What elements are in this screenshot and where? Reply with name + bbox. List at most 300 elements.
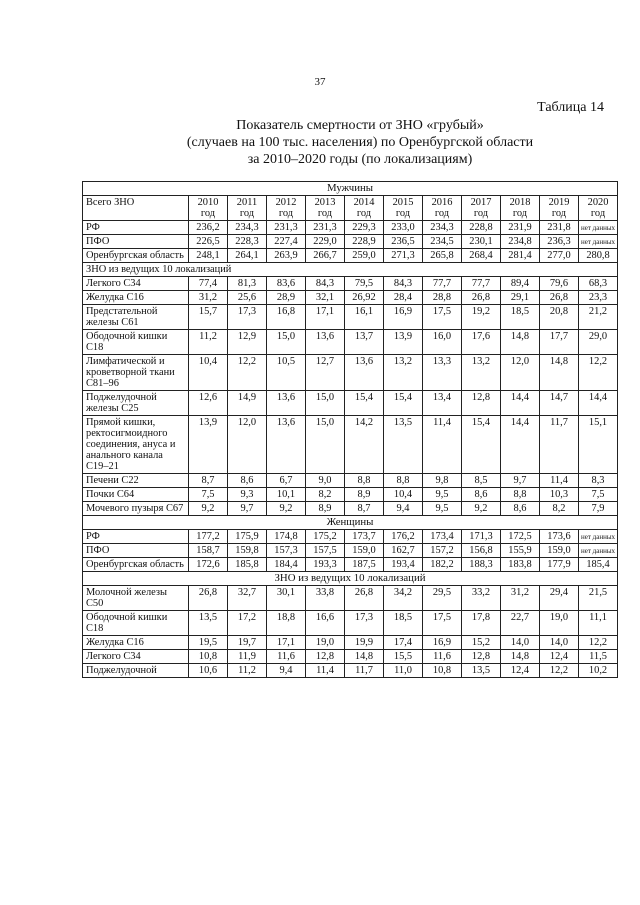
table-cell [501, 235, 540, 249]
table-cell [462, 355, 501, 391]
cell-value: 11,4 [316, 665, 334, 676]
table-cell [267, 291, 306, 305]
title-line: (случаев на 100 тыс. населения) по Оренбургской области [186, 135, 534, 150]
cell-value: 157,2 [430, 545, 454, 556]
table-row [83, 488, 618, 502]
cell-value: 19,5 [198, 637, 218, 648]
table-cell [579, 502, 618, 516]
cell-value: 176,2 [391, 531, 415, 542]
cell-value: 14,8 [510, 651, 530, 662]
table-cell [267, 544, 306, 558]
cell-value: 23,3 [588, 292, 608, 303]
cell-value: 14,8 [549, 356, 569, 367]
table-cell [345, 305, 384, 330]
table-cell [423, 558, 462, 572]
cell-value: 236,2 [196, 222, 220, 233]
table-row [83, 391, 618, 416]
table-title [90, 117, 630, 168]
table-cell [228, 544, 267, 558]
year-word: год [278, 208, 294, 219]
table-cell [423, 291, 462, 305]
year-word: год [200, 208, 216, 219]
table-cell [189, 544, 228, 558]
table-cell [462, 277, 501, 291]
table-cell [540, 391, 579, 416]
table-cell [306, 235, 345, 249]
cell-value: 16,9 [393, 306, 413, 317]
cell-value: 177,9 [547, 559, 571, 570]
cell-value: 12,2 [588, 637, 608, 648]
cell-value: 12,8 [471, 392, 491, 403]
cell-value: 11,4 [433, 417, 451, 428]
table-cell [501, 277, 540, 291]
table-cell [384, 544, 423, 558]
table-cell [462, 291, 501, 305]
table-cell [384, 530, 423, 544]
table-cell [540, 636, 579, 650]
table-cell [540, 221, 579, 235]
table-cell [501, 291, 540, 305]
table-cell [189, 330, 228, 355]
table-cell [345, 636, 384, 650]
table-label: Таблица 14 [537, 100, 604, 115]
table-cell [306, 636, 345, 650]
year-header [579, 196, 618, 221]
table-cell [267, 330, 306, 355]
table-cell [228, 221, 267, 235]
cell-value: 19,2 [471, 306, 491, 317]
cell-value: 19,7 [237, 637, 257, 648]
table-cell [228, 416, 267, 474]
cell-value: 15,0 [315, 392, 335, 403]
table-cell [579, 330, 618, 355]
cell-value: 227,4 [274, 236, 298, 247]
table-cell [540, 586, 579, 611]
table-cell [384, 586, 423, 611]
table-cell [228, 488, 267, 502]
table-cell [228, 474, 267, 488]
cell-value: 236,3 [547, 236, 571, 247]
cell-value: 9,2 [279, 503, 293, 514]
cell-value: 77,7 [432, 278, 452, 289]
table-cell [462, 249, 501, 263]
cell-value: 271,3 [391, 250, 415, 261]
cell-value: 10,3 [549, 489, 569, 500]
cell-value: 14,0 [549, 637, 569, 648]
table-cell [423, 650, 462, 664]
table-cell [306, 502, 345, 516]
cell-value: 17,8 [471, 612, 491, 623]
table-row [83, 474, 618, 488]
year-word: год [239, 208, 255, 219]
cell-value: 8,8 [396, 475, 410, 486]
table-cell [501, 355, 540, 391]
table-cell [384, 502, 423, 516]
table-cell [423, 221, 462, 235]
cell-value: 16,0 [432, 331, 452, 342]
cell-value: 13,7 [354, 331, 374, 342]
table-cell [462, 391, 501, 416]
cell-value: 79,6 [549, 278, 569, 289]
cell-value: 231,3 [313, 222, 337, 233]
cell-value: 8,5 [474, 475, 488, 486]
cell-value: 159,0 [352, 545, 376, 556]
cell-value: 28,8 [432, 292, 452, 303]
cell-value: 81,3 [237, 278, 257, 289]
table-cell [306, 355, 345, 391]
cell-value: нет данных [581, 547, 616, 555]
cell-value: 175,2 [313, 531, 337, 542]
row-label: Мочевого пузыря С67 [83, 502, 189, 516]
row-label: Ободочной кишки С18 [83, 330, 189, 355]
table-cell [462, 235, 501, 249]
table-cell [228, 235, 267, 249]
title-line: за 2010–2020 годы (по локализациям) [247, 152, 473, 167]
cell-value: 12,4 [549, 651, 569, 662]
cell-value: 188,3 [469, 559, 493, 570]
table-cell [306, 664, 345, 678]
cell-value: 12,6 [198, 392, 218, 403]
cell-value: 8,6 [474, 489, 488, 500]
cell-value: 12,9 [237, 331, 257, 342]
table-cell [228, 664, 267, 678]
table-cell [189, 664, 228, 678]
cell-value: 15,1 [588, 417, 608, 428]
cell-value: 13,5 [198, 612, 218, 623]
table-cell [462, 221, 501, 235]
table-cell [384, 558, 423, 572]
table-cell [228, 611, 267, 636]
cell-value: 15,7 [198, 306, 218, 317]
table-cell [423, 636, 462, 650]
table-cell [228, 502, 267, 516]
cell-value: 8,2 [318, 489, 332, 500]
table-cell [384, 488, 423, 502]
table-cell [306, 558, 345, 572]
cell-value: 9,0 [318, 475, 332, 486]
row-label: Легкого С34 [83, 650, 189, 664]
cell-value: 10,6 [198, 665, 218, 676]
cell-value: 77,7 [471, 278, 491, 289]
table-cell [423, 488, 462, 502]
cell-value: 13,3 [432, 356, 452, 367]
year-value: 2018 [509, 197, 531, 208]
cell-value: 280,8 [586, 250, 610, 261]
row-label: РФ [83, 530, 189, 544]
cell-value: 13,6 [276, 417, 296, 428]
table-cell [423, 502, 462, 516]
table-row [83, 611, 618, 636]
cell-value: 158,7 [196, 545, 220, 556]
cell-value: 185,4 [586, 559, 610, 570]
year-word: год [317, 208, 333, 219]
cell-value: 155,9 [508, 545, 532, 556]
table-cell [228, 330, 267, 355]
cell-value: 12,8 [315, 651, 335, 662]
table-cell [579, 636, 618, 650]
table-cell [501, 488, 540, 502]
year-word: год [356, 208, 372, 219]
cell-value: 156,8 [469, 545, 493, 556]
year-header [345, 196, 384, 221]
men-top10-header: ЗНО из ведущих 10 локализаций [83, 263, 618, 277]
cell-value: 89,4 [510, 278, 530, 289]
cell-value: 265,8 [430, 250, 454, 261]
table-cell [267, 586, 306, 611]
cell-value: 84,3 [315, 278, 335, 289]
table-cell [228, 277, 267, 291]
cell-value: 14,7 [549, 392, 569, 403]
cell-value: 33,8 [315, 587, 335, 598]
women-top10-header-row [83, 572, 618, 586]
table-row [83, 235, 618, 249]
table-cell [345, 544, 384, 558]
table-cell [189, 650, 228, 664]
cell-value: 193,4 [391, 559, 415, 570]
table-cell [306, 330, 345, 355]
table-cell [540, 235, 579, 249]
table-cell [306, 249, 345, 263]
cell-value: 12,0 [237, 417, 257, 428]
table-cell [306, 650, 345, 664]
table-cell [462, 586, 501, 611]
cell-value: 29,0 [588, 331, 608, 342]
cell-value: 11,4 [550, 475, 568, 486]
cell-value: 8,7 [357, 503, 371, 514]
table-row [83, 221, 618, 235]
table-cell [423, 544, 462, 558]
row-label: РФ [83, 221, 189, 235]
table-cell [267, 277, 306, 291]
table-cell [189, 416, 228, 474]
cell-value: 266,7 [313, 250, 337, 261]
table-cell [501, 611, 540, 636]
cell-value: 281,4 [508, 250, 532, 261]
table-cell [228, 305, 267, 330]
table-cell [306, 488, 345, 502]
table-cell [267, 530, 306, 544]
year-value: 2010 [197, 197, 219, 208]
cell-value: 33,2 [471, 587, 491, 598]
cell-value: 14,4 [510, 417, 530, 428]
table-cell [384, 291, 423, 305]
table-cell [345, 355, 384, 391]
cell-value: нет данных [581, 238, 616, 246]
cell-value: 229,0 [313, 236, 337, 247]
table-cell [462, 636, 501, 650]
table-cell [501, 502, 540, 516]
table-cell [579, 291, 618, 305]
cell-value: 26,8 [471, 292, 491, 303]
table-row [83, 330, 618, 355]
cell-value: 10,4 [198, 356, 218, 367]
cell-value: 84,3 [393, 278, 413, 289]
table-row [83, 291, 618, 305]
cell-value: 230,1 [469, 236, 493, 247]
table-cell [228, 650, 267, 664]
table-cell [267, 221, 306, 235]
table-cell [189, 277, 228, 291]
table-cell [228, 636, 267, 650]
table-row [83, 249, 618, 263]
table-cell [501, 474, 540, 488]
row-label: Лимфатической и кроветворной ткани С81–96 [83, 355, 189, 391]
table-cell [306, 611, 345, 636]
table-cell [384, 636, 423, 650]
table-cell [306, 305, 345, 330]
table-row [83, 586, 618, 611]
cell-value: 18,8 [276, 612, 296, 623]
cell-value: 193,3 [313, 559, 337, 570]
cell-value: 11,7 [550, 417, 568, 428]
table-cell [423, 611, 462, 636]
cell-value: 12,2 [549, 665, 569, 676]
table-cell [462, 488, 501, 502]
row-label: Молочной железы С50 [83, 586, 189, 611]
table-cell [579, 530, 618, 544]
cell-value: 19,9 [354, 637, 374, 648]
table-cell [267, 502, 306, 516]
cell-value: 8,9 [318, 503, 332, 514]
table-row [83, 664, 618, 678]
cell-value: 17,6 [471, 331, 491, 342]
table-cell [579, 305, 618, 330]
year-word: год [473, 208, 489, 219]
year-header [540, 196, 579, 221]
cell-value: 14,9 [237, 392, 257, 403]
year-word: год [590, 208, 606, 219]
table-cell [345, 330, 384, 355]
men-section-header: Мужчины [83, 182, 618, 196]
cell-value: 8,8 [513, 489, 527, 500]
cell-value: 231,3 [274, 222, 298, 233]
cell-value: 10,1 [276, 489, 296, 500]
cell-value: 268,4 [469, 250, 493, 261]
cell-value: 15,5 [393, 651, 413, 662]
cell-value: 159,0 [547, 545, 571, 556]
cell-value: 228,9 [352, 236, 376, 247]
cell-value: 234,8 [508, 236, 532, 247]
table-cell [384, 611, 423, 636]
table-cell [540, 502, 579, 516]
table-cell [345, 277, 384, 291]
cell-value: 10,2 [588, 665, 608, 676]
table-cell [384, 664, 423, 678]
table-cell [501, 664, 540, 678]
table-cell [423, 391, 462, 416]
table-cell [228, 530, 267, 544]
cell-value: 19,0 [549, 612, 569, 623]
table-cell [501, 391, 540, 416]
cell-value: 21,5 [588, 587, 608, 598]
table-cell [540, 664, 579, 678]
cell-value: 11,6 [433, 651, 451, 662]
cell-value: 8,2 [552, 503, 566, 514]
table-cell [267, 664, 306, 678]
table-cell [540, 330, 579, 355]
cell-value: 13,6 [315, 331, 335, 342]
title-line: Показатель смертности от ЗНО «грубый» [236, 118, 484, 133]
cell-value: 11,2 [199, 331, 217, 342]
year-value: 2016 [431, 197, 453, 208]
cell-value: 13,2 [393, 356, 413, 367]
table-cell [189, 502, 228, 516]
cell-value: 29,4 [549, 587, 569, 598]
year-header [384, 196, 423, 221]
row-label: ПФО [83, 544, 189, 558]
table-cell [501, 330, 540, 355]
row-label: Печени С22 [83, 474, 189, 488]
year-word: год [395, 208, 411, 219]
cell-value: 231,9 [508, 222, 532, 233]
table-row [83, 305, 618, 330]
table-cell [423, 586, 462, 611]
cell-value: 9,3 [240, 489, 254, 500]
table-cell [189, 636, 228, 650]
cell-value: 13,5 [393, 417, 413, 428]
cell-value: 29,5 [432, 587, 452, 598]
table-cell [462, 558, 501, 572]
table-cell [423, 249, 462, 263]
cell-value: 184,4 [274, 559, 298, 570]
table-cell [462, 650, 501, 664]
table-cell [228, 586, 267, 611]
table-cell [384, 305, 423, 330]
row-label: Прямой кишки, ректосигмоидного соединения, ануса и анального канала С19–21 [83, 416, 189, 474]
table-cell [384, 416, 423, 474]
cell-value: 172,6 [196, 559, 220, 570]
table-cell [345, 474, 384, 488]
cell-value: 16,1 [354, 306, 374, 317]
cell-value: 18,5 [393, 612, 413, 623]
table-cell [423, 305, 462, 330]
cell-value: 17,7 [549, 331, 569, 342]
cell-value: 259,0 [352, 250, 376, 261]
table-cell [423, 277, 462, 291]
header-label: Всего ЗНО [83, 196, 189, 221]
table-cell [306, 291, 345, 305]
cell-value: 32,1 [315, 292, 335, 303]
table-row [83, 544, 618, 558]
cell-value: 11,2 [238, 665, 256, 676]
table-cell [384, 249, 423, 263]
cell-value: 32,7 [237, 587, 257, 598]
table-cell [540, 305, 579, 330]
year-header [306, 196, 345, 221]
cell-value: 28,4 [393, 292, 413, 303]
cell-value: 234,3 [430, 222, 454, 233]
year-value: 2011 [236, 197, 258, 208]
cell-value: 15,4 [471, 417, 491, 428]
table-cell [540, 277, 579, 291]
row-label: Ободочной кишки С18 [83, 611, 189, 636]
table-cell [345, 249, 384, 263]
year-word: год [551, 208, 567, 219]
table-cell [501, 221, 540, 235]
header-row [83, 196, 618, 221]
table-cell [540, 558, 579, 572]
cell-value: 9,5 [435, 503, 449, 514]
cell-value: 15,2 [471, 637, 491, 648]
cell-value: 11,9 [238, 651, 256, 662]
table-cell [228, 391, 267, 416]
cell-value: 26,8 [198, 587, 218, 598]
table-cell [579, 544, 618, 558]
cell-value: 11,5 [589, 651, 607, 662]
table-cell [540, 416, 579, 474]
table-cell [579, 558, 618, 572]
table-cell [501, 416, 540, 474]
